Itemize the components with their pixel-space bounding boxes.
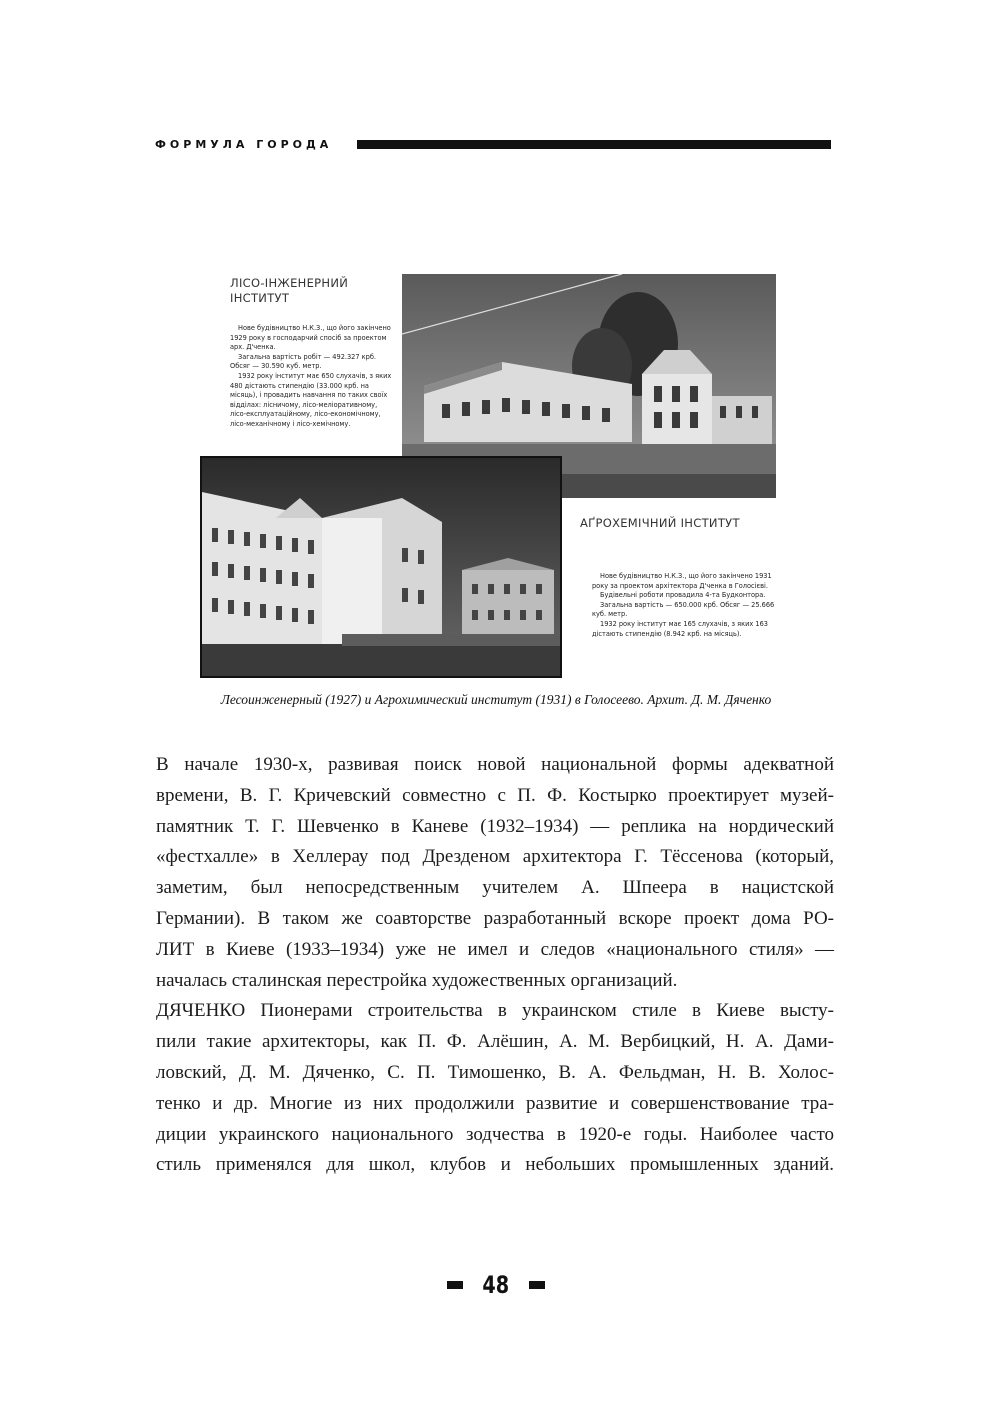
agrochemical-institute-heading: АҐРОХЕМІЧНИЙ ІНСТИТУТ — [580, 516, 740, 530]
note-paragraph: Нове будівництво Н.К.З., що його закінчено 1931 року за проектом архітектора Д'ченка в Голосієві. — [592, 572, 772, 590]
figure-caption: Лесоинженерный (1927) и Агрохимический институт (1931) в Голосеево. Архит. Д. М. Дяченко — [220, 692, 772, 707]
text-line: времени, В. Г. Кричевский совместно с П. Ф. Костырко проектирует музей- — [156, 784, 834, 806]
body-text — [156, 750, 834, 1181]
running-header — [155, 136, 835, 154]
text-line: стиль применялся для школ, клубов и небольших промышленных зданий. — [156, 1154, 834, 1176]
note-paragraph: Загальна вартість робіт — 492.327 крб. Обсяг — 30.590 куб. метр. — [230, 352, 376, 371]
agrochemical-institute-photo — [200, 456, 562, 678]
text-line: ДЯЧЕНКО Пионерами строительства в украинском стиле в Киеве высту- — [156, 1000, 834, 1022]
note-paragraph: Загальна вартість — 650.000 крб. Обсяг — 25.666 куб. метр. — [592, 600, 775, 619]
note-paragraph: Будівельні роботи провадила 4-та Будконтора. — [600, 591, 766, 600]
text-line: ловский, Д. М. Дяченко, С. П. Тимошенко, В. А. Фельдман, Н. В. Холос- — [156, 1061, 834, 1083]
text-line: В начале 1930-х, развивая поиск новой национальной формы адекватной — [156, 754, 834, 775]
text-line: «фестхалле» в Хеллерау под Дрезденом архитектора Г. Тёссенова (который, — [156, 846, 834, 868]
figure — [196, 262, 796, 682]
text-line: тенко и др. Многие из них продолжили развитие и совершенствование тра- — [156, 1092, 834, 1114]
header-rule — [357, 140, 831, 149]
forestry-heading-line2: ІНСТИТУТ — [230, 291, 290, 305]
text-line: началась сталинская перестройка художественных организаций. — [156, 969, 678, 991]
page-number-bar-left — [447, 1281, 463, 1289]
note-paragraph: 1932 року інститут має 650 слухачів, з яких 480 дістають стипендію (33.000 крб. на місяць), і провадить навчання по таких своїх відділах: лісничому, лісо-меліоративному, лісо-експлуатаційному, лісо-економічному, лісо-механічному і лісо-хемічному. — [230, 371, 392, 428]
forestry-institute-heading — [230, 276, 390, 306]
page-number-text: 48 — [482, 1271, 510, 1299]
note-paragraph: Нове будівництво Н.К.З., що його закінчено 1929 року в господарчий спосіб за проектом арх. Д'ченка. — [230, 324, 391, 352]
forestry-heading-line1: ЛІСО-ІНЖЕНЕРНИЙ — [230, 276, 349, 290]
text-line: Германии). В таком же соавторстве разработанный вскоре проект дома РО- — [156, 907, 834, 929]
agrochemical-institute-note — [592, 572, 788, 639]
page-number — [0, 1271, 992, 1299]
paragraph-1 — [156, 750, 834, 996]
page-number-bar-right — [529, 1281, 545, 1289]
text-line: пили такие архитекторы, как П. Ф. Алёшин, А. М. Вербицкий, Н. А. Дами- — [156, 1031, 834, 1053]
paragraph-2 — [156, 996, 834, 1181]
text-line: ЛИТ в Киеве (1933–1934) уже не имел и следов «национального стиля» — — [156, 938, 834, 960]
text-line: диции украинского национального зодчества в 1920-е годы. Наиболее часто — [156, 1123, 834, 1145]
text-line: памятник Т. Г. Шевченко в Каневе (1932–1934) — реплика на нордический — [156, 815, 834, 837]
note-paragraph: 1932 року інститут має 165 слухачів, з яких 163 дістають стипендію (8.942 крб. на місяць). — [592, 619, 768, 638]
header-title: ФОРМУЛА ГОРОДА — [155, 138, 333, 151]
forestry-institute-note — [230, 324, 392, 430]
text-line: заметим, был непосредственным учителем А. Шпеера в нацистской — [156, 877, 834, 899]
